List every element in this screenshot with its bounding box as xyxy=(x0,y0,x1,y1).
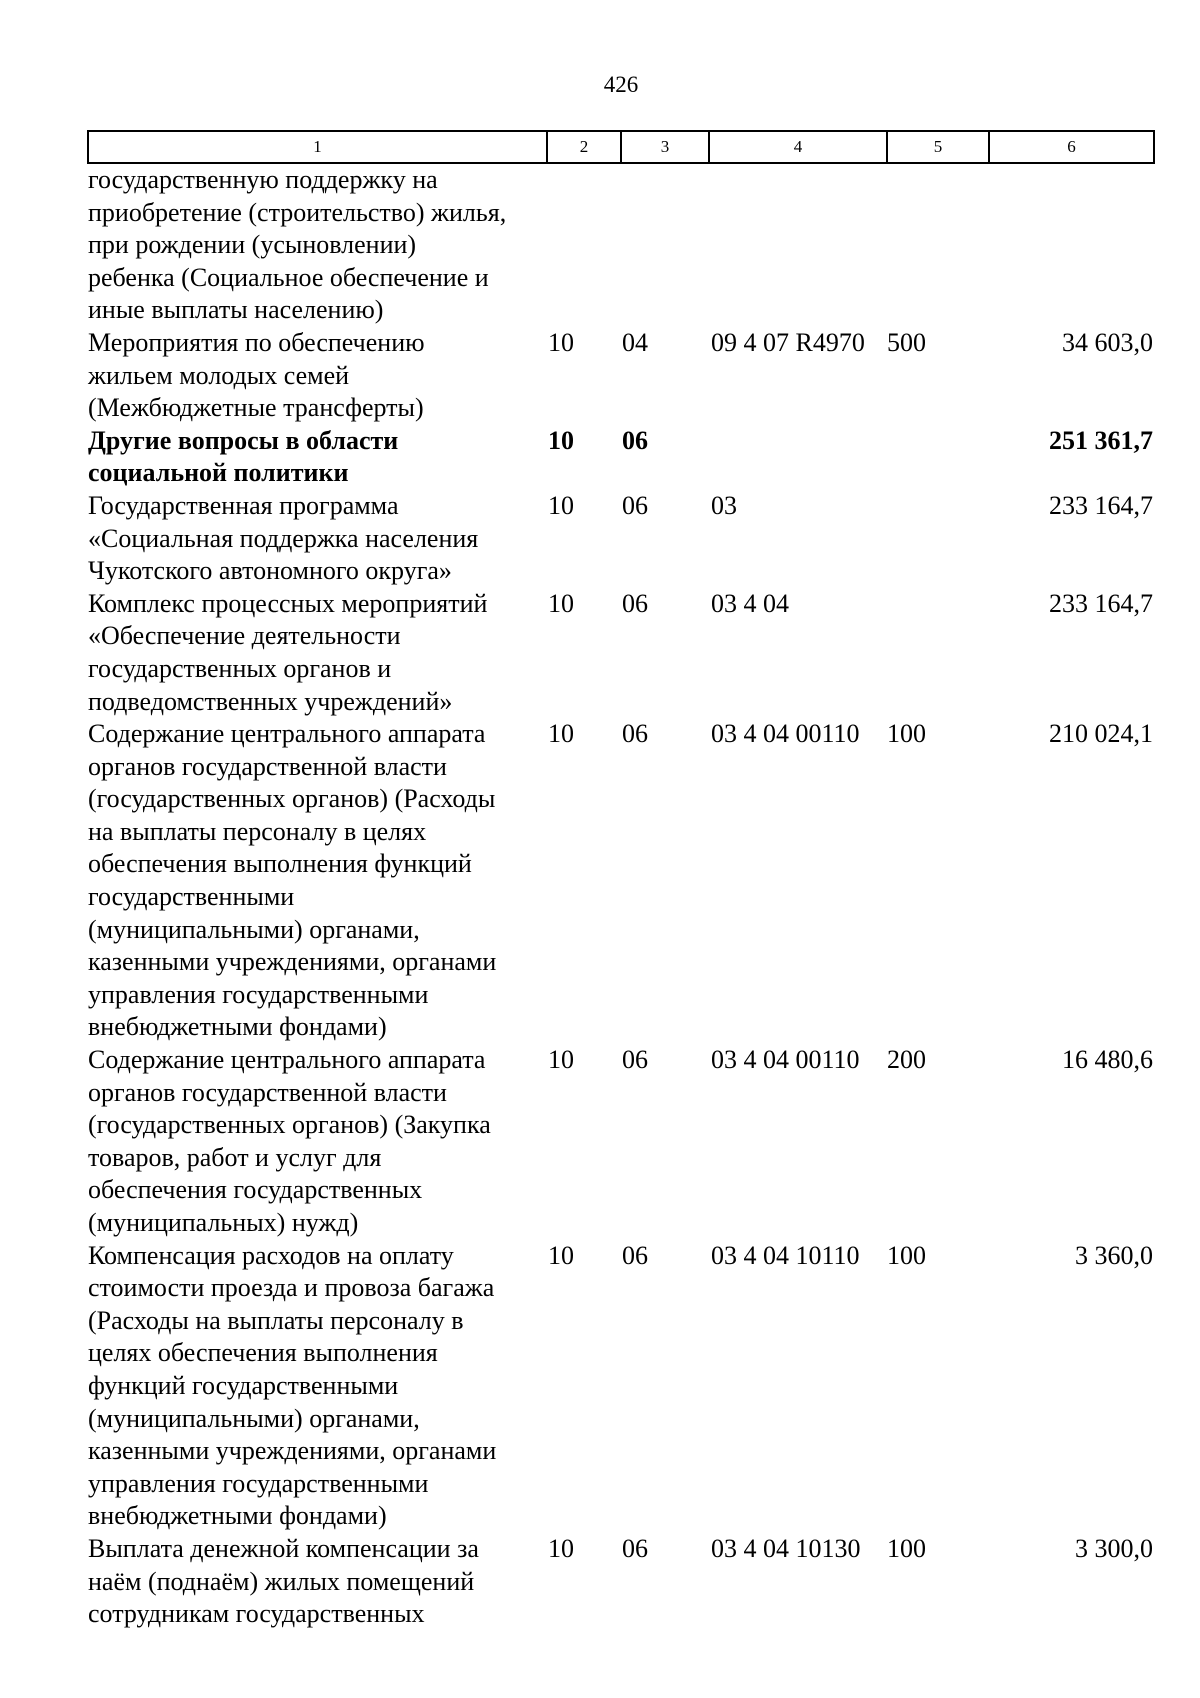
row-name-line: государственных органов и xyxy=(88,653,392,683)
row-name-line: товаров, работ и услуг для xyxy=(88,1142,382,1172)
row-name-line: (государственных органов) (Расходы xyxy=(88,784,496,814)
table-header xyxy=(88,131,1154,163)
row-name-line: приобретение (строительство) жилья, xyxy=(88,197,507,227)
header-col-6: 6 xyxy=(989,131,1154,163)
row-name-line: Другие вопросы в области xyxy=(88,425,399,455)
table-row xyxy=(88,718,1154,1044)
row-subsection-code xyxy=(621,163,709,327)
row-name-line: (муниципальных) нужд) xyxy=(88,1208,359,1237)
row-name-line: при рождении (усыновлении) xyxy=(88,230,417,260)
row-name-line: функций государственными xyxy=(88,1370,399,1400)
row-name-line: «Социальная поддержка населения xyxy=(88,523,479,553)
row-amount xyxy=(989,163,1154,327)
table-row xyxy=(88,490,1154,588)
table-row xyxy=(88,1240,1154,1533)
row-expense-type-code: 500 xyxy=(887,327,926,357)
row-amount: 210 024,1 xyxy=(1049,719,1153,749)
row-target-article-code: 03 4 04 xyxy=(711,588,789,618)
row-target-article-code: 03 4 04 10110 xyxy=(711,1240,860,1270)
row-target-article-code: 03 xyxy=(711,490,737,520)
row-subsection-code: 06 xyxy=(622,588,648,618)
row-expense-type-code: 100 xyxy=(887,719,926,749)
header-col-2: 2 xyxy=(547,131,621,163)
row-amount: 3 360,0 xyxy=(1075,1240,1153,1270)
row-target-article-code: 03 4 04 10130 xyxy=(711,1533,861,1563)
row-section-code: 10 xyxy=(548,1533,574,1563)
row-target-article-code: 03 4 04 00110 xyxy=(711,1045,860,1075)
row-name-line: жильем молодых семей xyxy=(88,360,350,390)
table-row xyxy=(88,327,1154,425)
row-name-line: Государственная программа xyxy=(88,490,399,520)
row-name-line: Чукотского автономного округа» xyxy=(88,556,452,586)
row-subsection-code: 06 xyxy=(622,425,648,455)
row-section-code: 10 xyxy=(548,327,574,357)
row-name xyxy=(88,588,547,718)
row-amount: 251 361,7 xyxy=(1049,425,1153,455)
row-name-line: (Межбюджетные трансферты) xyxy=(88,393,424,423)
row-name xyxy=(88,1533,547,1631)
row-subsection-code: 06 xyxy=(622,490,648,520)
row-expense-type-code: 200 xyxy=(887,1045,926,1075)
row-subsection-code: 06 xyxy=(622,1533,648,1563)
row-name-line: (муниципальными) органами, xyxy=(88,1403,420,1433)
row-name-line: Компенсация расходов на оплату xyxy=(88,1240,454,1270)
row-name-line: социальной политики xyxy=(88,458,349,488)
row-subsection-code: 06 xyxy=(622,1240,648,1270)
row-name xyxy=(88,1044,547,1240)
row-name-line: «Обеспечение деятельности xyxy=(88,621,401,651)
row-name xyxy=(88,490,547,588)
row-name xyxy=(88,1240,547,1533)
row-name-line: иные выплаты населению) xyxy=(88,295,384,325)
row-section-code: 10 xyxy=(548,425,574,455)
row-name-line: Комплекс процессных мероприятий xyxy=(88,588,488,618)
row-amount: 16 480,6 xyxy=(1062,1045,1153,1075)
row-name-line: государственными xyxy=(88,882,295,912)
row-section-code xyxy=(547,163,621,327)
row-expense-type-code: 100 xyxy=(887,1240,926,1270)
page-number: 426 xyxy=(603,72,639,97)
row-expense-type-code xyxy=(887,588,989,718)
row-name-line: на выплаты персоналу в целях xyxy=(88,816,427,846)
row-name-line: стоимости проезда и провоза багажа xyxy=(88,1273,495,1303)
row-name-line: внебюджетными фондами) xyxy=(88,1501,387,1531)
row-name-line: ребенка (Социальное обеспечение и xyxy=(88,262,489,292)
row-name-line: управления государственными xyxy=(88,979,429,1009)
row-section-code: 10 xyxy=(548,588,574,618)
row-name-line: (Расходы на выплаты персоналу в xyxy=(88,1305,464,1335)
row-amount: 34 603,0 xyxy=(1062,327,1153,357)
row-amount: 233 164,7 xyxy=(1049,490,1153,520)
row-name-line: подведомственных учреждений» xyxy=(88,686,453,716)
row-name-line: Содержание центрального аппарата xyxy=(88,1045,486,1075)
row-subsection-code: 06 xyxy=(622,1045,648,1075)
row-amount: 233 164,7 xyxy=(1049,588,1153,618)
header-col-4: 4 xyxy=(709,131,887,163)
row-target-article-code xyxy=(709,425,887,490)
row-name-line: сотрудникам государственных xyxy=(88,1599,425,1629)
row-expense-type-code xyxy=(887,425,989,490)
row-amount: 3 300,0 xyxy=(1075,1533,1153,1563)
table-row xyxy=(88,163,1154,327)
row-name-line: управления государственными xyxy=(88,1468,429,1498)
row-expense-type-code xyxy=(887,490,989,588)
row-name xyxy=(88,163,547,327)
row-name-line: казенными учреждениями, органами xyxy=(88,947,497,977)
row-section-code: 10 xyxy=(548,1045,574,1075)
row-target-article-code: 03 4 04 00110 xyxy=(711,719,860,749)
row-expense-type-code: 100 xyxy=(887,1533,926,1563)
row-section-code: 10 xyxy=(548,719,574,749)
row-target-article-code: 09 4 07 R4970 xyxy=(711,327,865,357)
table-body xyxy=(88,163,1154,1631)
row-name-line: внебюджетными фондами) xyxy=(88,1012,387,1042)
row-subsection-code: 04 xyxy=(622,327,648,357)
header-col-3: 3 xyxy=(621,131,709,163)
row-name xyxy=(88,327,547,425)
row-expense-type-code xyxy=(887,163,989,327)
header-col-1: 1 xyxy=(88,131,547,163)
table-row xyxy=(88,425,1154,490)
budget-table xyxy=(87,130,1155,1631)
row-target-article-code xyxy=(709,163,887,327)
header-row xyxy=(88,131,1154,163)
row-name-line: Мероприятия по обеспечению xyxy=(88,327,425,357)
header-col-5: 5 xyxy=(887,131,989,163)
row-name-line: государственную поддержку на xyxy=(88,165,438,194)
row-name-line: органов государственной власти xyxy=(88,751,447,781)
table-row xyxy=(88,1044,1154,1240)
row-section-code: 10 xyxy=(548,490,574,520)
row-name-line: целях обеспечения выполнения xyxy=(88,1338,438,1368)
row-subsection-code: 06 xyxy=(622,719,648,749)
row-section-code: 10 xyxy=(548,1240,574,1270)
row-name-line: органов государственной власти xyxy=(88,1077,447,1107)
row-name-line: казенными учреждениями, органами xyxy=(88,1436,497,1466)
row-name-line: Выплата денежной компенсации за xyxy=(88,1533,479,1563)
row-name-line: наём (поднаём) жилых помещений xyxy=(88,1566,475,1596)
row-name-line: (муниципальными) органами, xyxy=(88,914,420,944)
row-name-line: обеспечения выполнения функций xyxy=(88,849,472,879)
row-name xyxy=(88,425,547,490)
row-name xyxy=(88,718,547,1044)
row-name-line: обеспечения государственных xyxy=(88,1175,423,1205)
row-name-line: (государственных органов) (Закупка xyxy=(88,1110,491,1140)
table-row xyxy=(88,1533,1154,1631)
row-name-line: Содержание центрального аппарата xyxy=(88,719,486,749)
table-row xyxy=(88,588,1154,718)
